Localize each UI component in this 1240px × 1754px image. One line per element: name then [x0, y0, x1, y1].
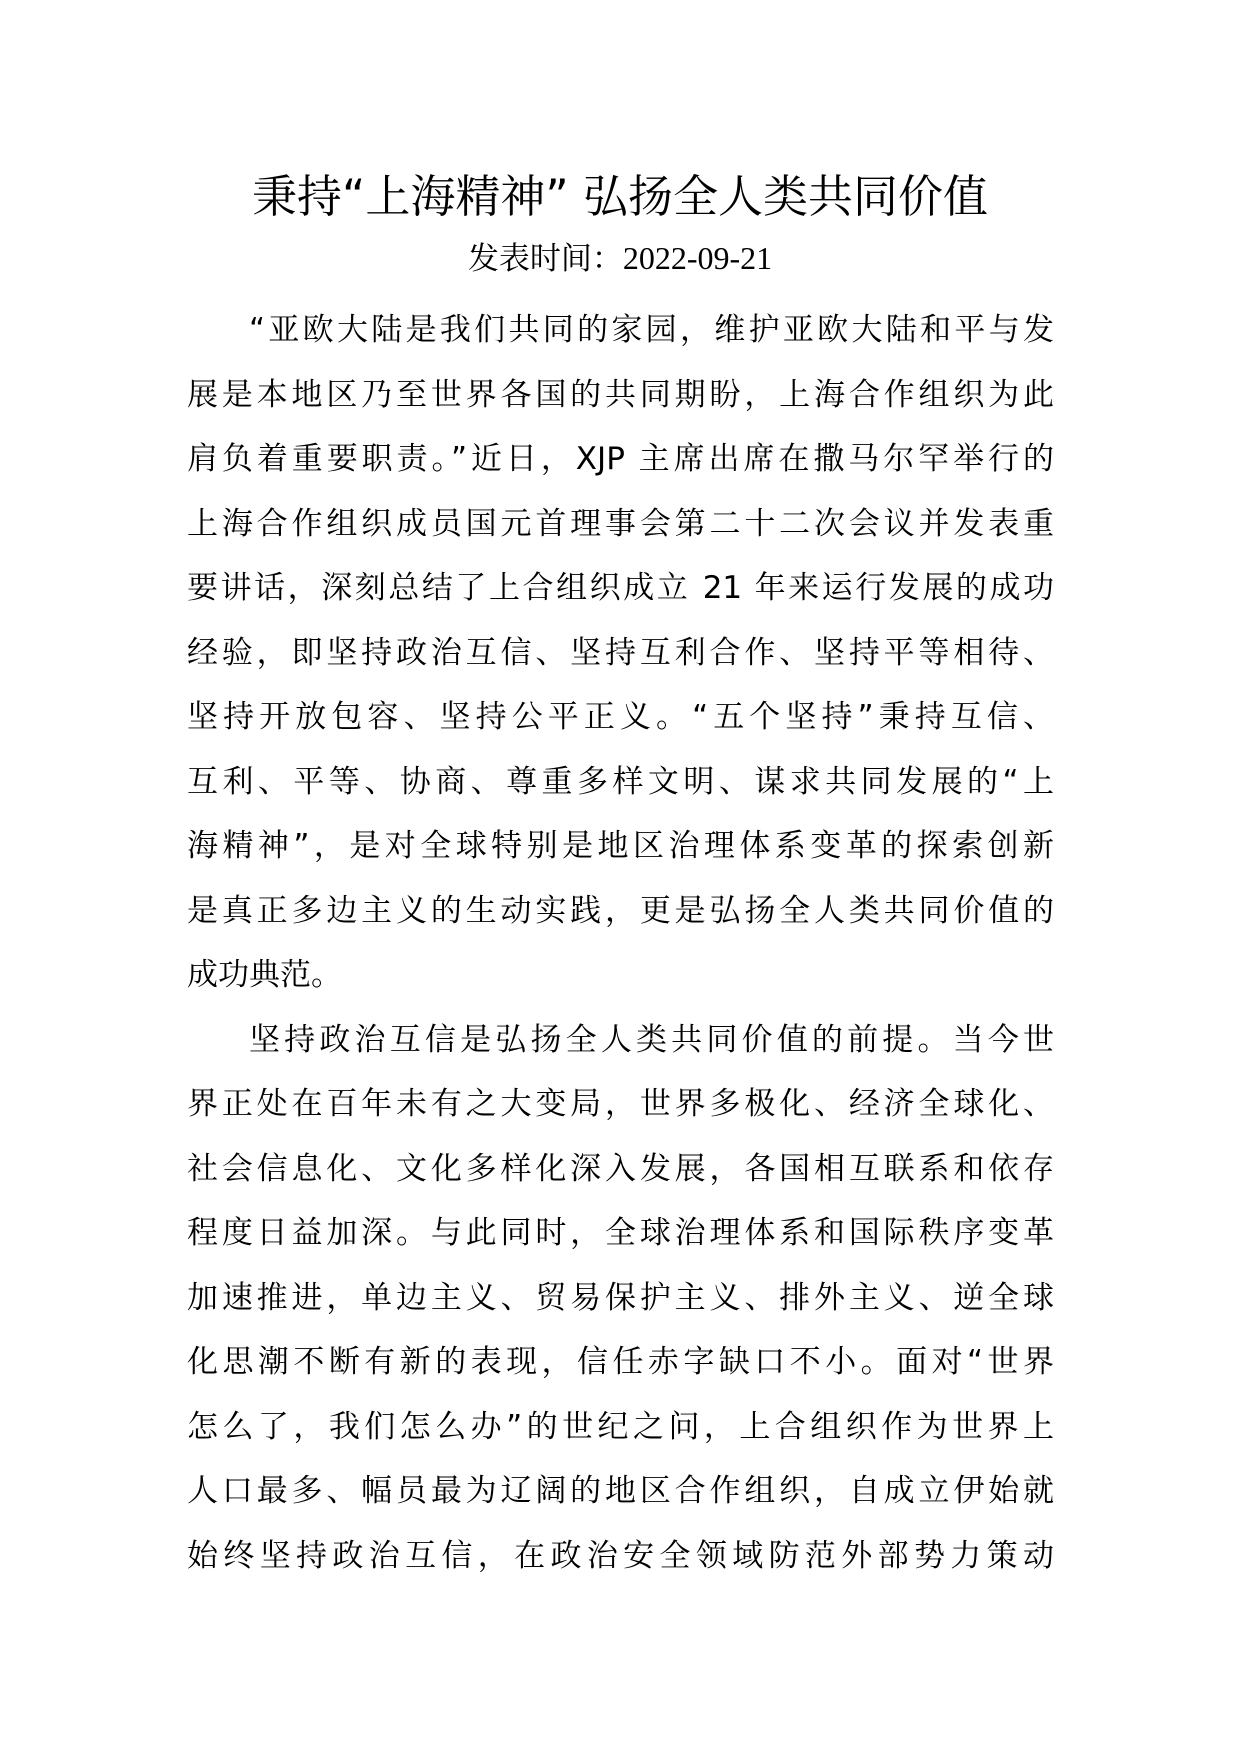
publish-date-label: 发表时间：	[467, 241, 623, 277]
document-title: 秉持“上海精神” 弘扬全人类共同价值	[252, 170, 988, 223]
paragraph-line: 展是本地区乃至世界各国的共同期盼，上海合作组织为此	[187, 376, 1054, 413]
article-body	[187, 298, 1054, 1588]
paragraph-line: 怎么了，我们怎么办”的世纪之问，上合组织作为世界上	[187, 1408, 1054, 1445]
paragraph-line: 上海合作组织成员国元首理事会第二十二次会议并发表重	[187, 505, 1054, 542]
paragraph-line: 成功典范。	[187, 957, 342, 993]
paragraph-line: 要讲话，深刻总结了上合组织成立 21 年来运行发展的成功	[187, 570, 1054, 606]
paragraph-line: 始终坚持政治互信，在政治安全领域防范外部势力策动	[187, 1537, 1054, 1574]
publish-date-value: 2022-09-21	[622, 240, 773, 276]
paragraph-line: 人口最多、幅员最为辽阔的地区合作组织，自成立伊始就	[187, 1473, 1054, 1509]
paragraph-line: 经验，即坚持政治互信、坚持互利合作、坚持平等相待、	[187, 634, 1054, 671]
paragraph-line: “亚欧大陆是我们共同的家园，维护亚欧大陆和平与发	[249, 312, 1054, 348]
paragraph-line: 加速推进，单边主义、贸易保护主义、排外主义、逆全球	[187, 1279, 1054, 1316]
paragraph-line: 肩负着重要职责。”近日，XJP 主席出席在撒马尔罕举行的	[187, 441, 1054, 477]
publish-date-line	[0, 236, 1240, 281]
paragraph-line: 化思潮不断有新的表现，信任赤字缺口不小。面对“世界	[187, 1344, 1054, 1380]
paragraph-2	[187, 1008, 1054, 1589]
paragraph-line: 社会信息化、文化多样化深入发展，各国相互联系和依存	[187, 1150, 1054, 1187]
paragraph-line: 界正处在百年未有之大变局，世界多极化、经济全球化、	[187, 1086, 1054, 1122]
paragraph-line: 坚持开放包容、坚持公平正义。“五个坚持”秉持互信、	[187, 699, 1054, 735]
paragraph-line: 是真正多边主义的生动实践，更是弘扬全人类共同价值的	[187, 892, 1054, 929]
paragraph-line: 坚持政治互信是弘扬全人类共同价值的前提。当今世	[249, 1021, 1054, 1058]
paragraph-line: 程度日益加深。与此同时，全球治理体系和国际秩序变革	[187, 1215, 1054, 1251]
paragraph-line: 海精神”，是对全球特别是地区治理体系变革的探索创新	[187, 828, 1054, 864]
paragraph-line: 互利、平等、协商、尊重多样文明、谋求共同发展的“上	[187, 763, 1054, 800]
paragraph-1	[187, 298, 1054, 1008]
